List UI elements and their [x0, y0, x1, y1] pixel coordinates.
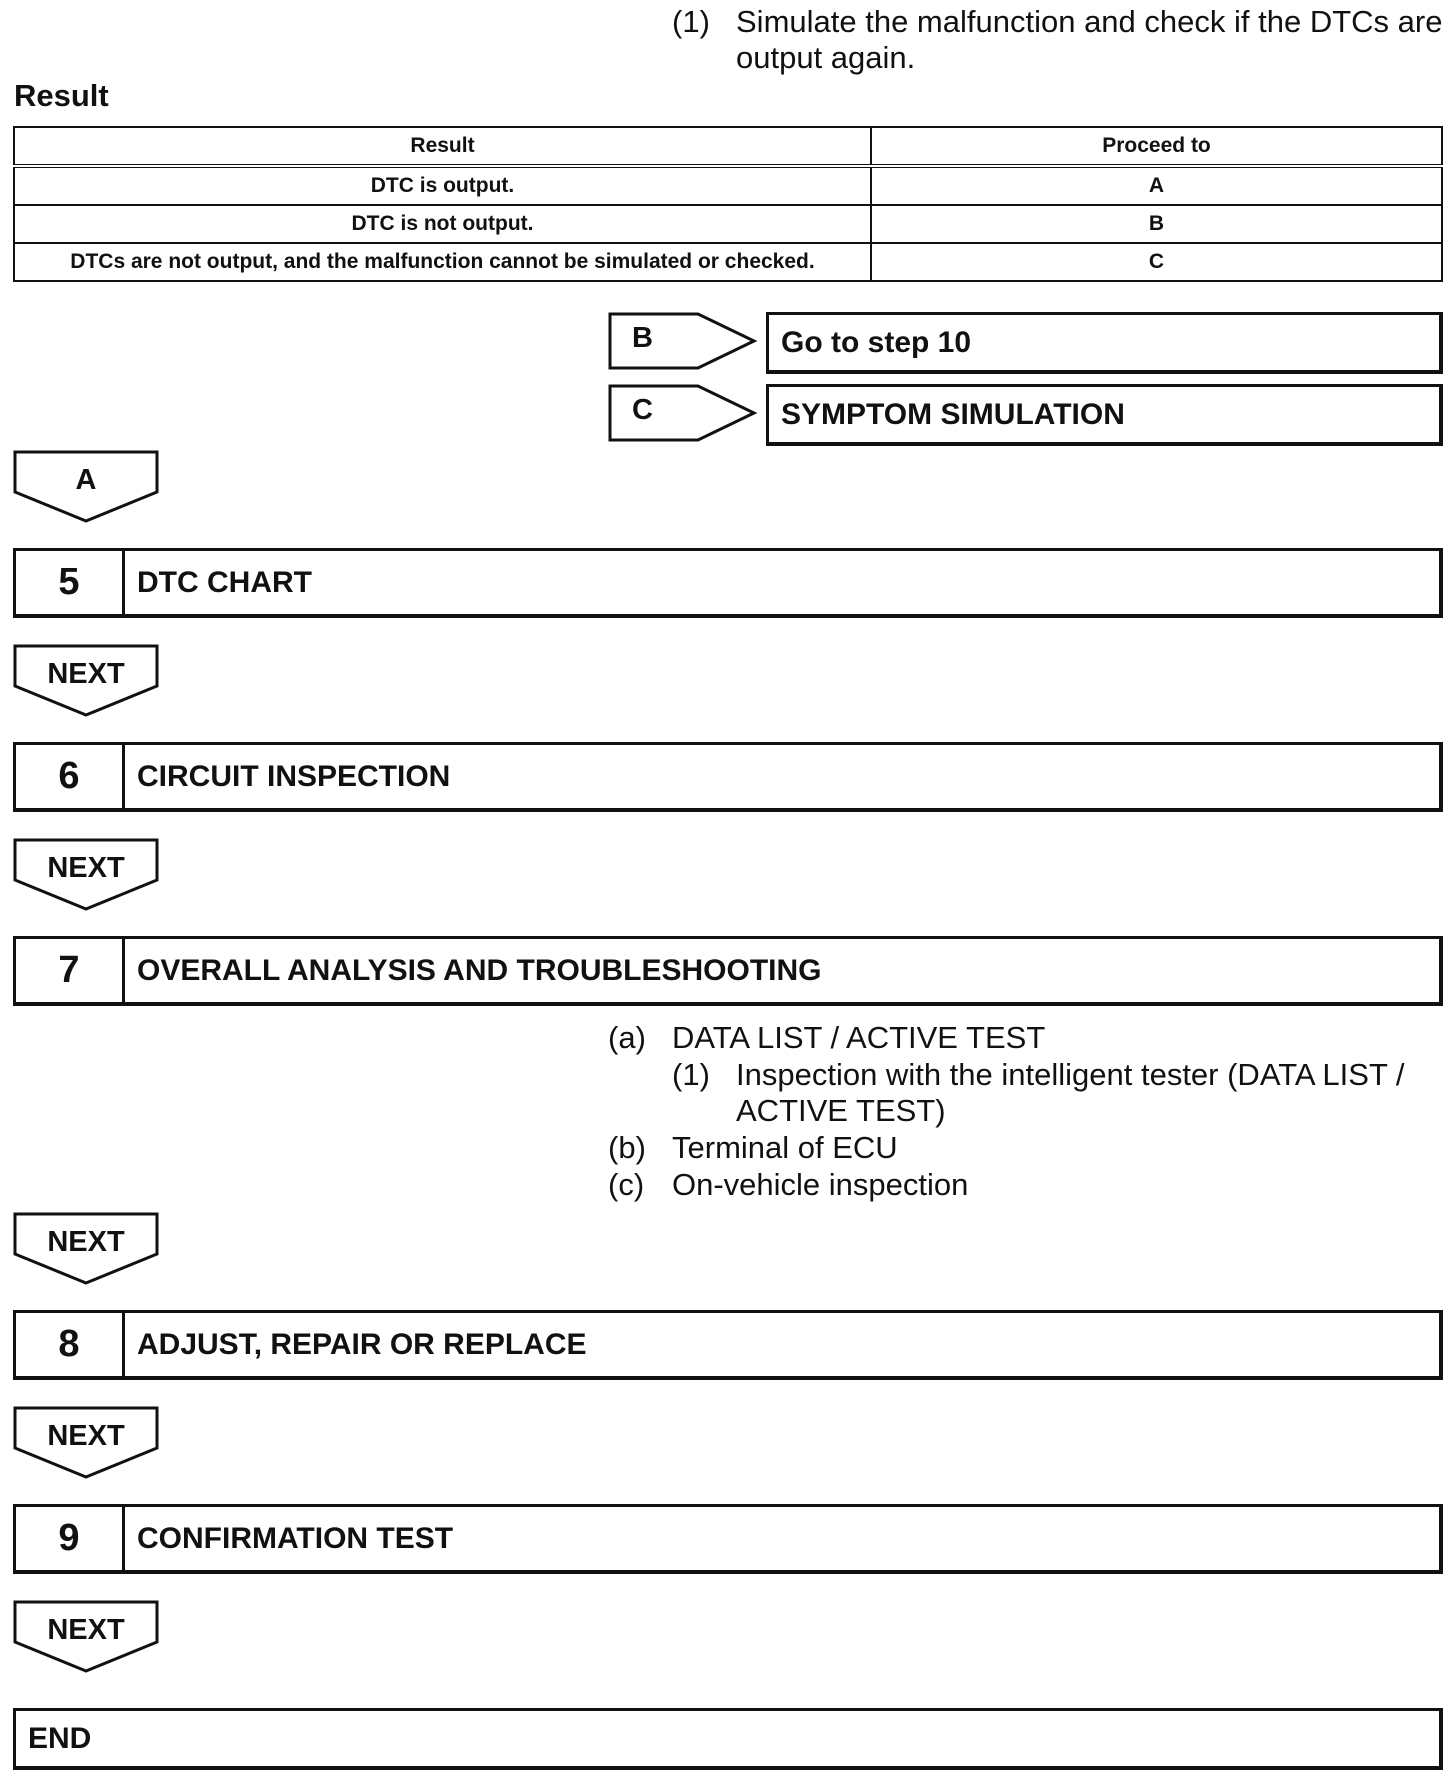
- result-heading: Result: [14, 78, 109, 113]
- branch-b-label: B: [632, 322, 653, 354]
- step-title: CIRCUIT INSPECTION: [137, 759, 451, 793]
- down-arrow-a[interactable]: [13, 450, 159, 524]
- branch-c-target[interactable]: SYMPTOM SIMULATION: [766, 384, 1443, 446]
- table-row: [14, 205, 1442, 243]
- step-number: 8: [16, 1313, 125, 1376]
- branch-c-label: C: [632, 394, 653, 426]
- next-arrow[interactable]: [13, 1600, 159, 1674]
- end-box: END: [13, 1708, 1443, 1770]
- step-9-box: [13, 1504, 1443, 1574]
- right-arrow-icon: [608, 312, 758, 370]
- table-row: [14, 166, 1442, 205]
- step-number: 6: [16, 745, 125, 808]
- next-arrow[interactable]: [13, 1212, 159, 1286]
- table-row: [14, 243, 1442, 281]
- analysis-a1-line-1: Inspection with the intelligent tester (DATA LIST /: [736, 1057, 1405, 1092]
- proceed-cell: B: [871, 205, 1442, 243]
- analysis-a1-num: (1): [672, 1057, 710, 1092]
- arrow-a-label: A: [75, 464, 97, 496]
- step-7-box: [13, 936, 1443, 1006]
- branch-b-target[interactable]: Go to step 10: [766, 312, 1443, 374]
- proceed-cell: A: [871, 166, 1442, 205]
- step-title: DTC CHART: [137, 565, 312, 599]
- result-cell: DTC is not output.: [14, 205, 871, 243]
- intro-line-2: output again.: [736, 40, 916, 75]
- step-8-box: [13, 1310, 1443, 1380]
- step-number: 9: [16, 1507, 125, 1570]
- analysis-a-text: DATA LIST / ACTIVE TEST: [672, 1020, 1046, 1055]
- intro-num: (1): [672, 4, 710, 39]
- step-title: OVERALL ANALYSIS AND TROUBLESHOOTING: [137, 953, 822, 987]
- next-label: NEXT: [47, 852, 125, 884]
- intro-line-1: Simulate the malfunction and check if the DTCs are: [736, 4, 1443, 39]
- next-label: NEXT: [47, 1614, 125, 1646]
- next-label: NEXT: [47, 658, 125, 690]
- analysis-a1-line-2: ACTIVE TEST): [736, 1093, 946, 1128]
- table-header-row: [14, 127, 1442, 166]
- result-cell: DTC is output.: [14, 166, 871, 205]
- proceed-cell: C: [871, 243, 1442, 281]
- analysis-b-text: Terminal of ECU: [672, 1130, 898, 1165]
- step-number: 7: [16, 939, 125, 1002]
- branch-arrow-b[interactable]: [608, 312, 758, 370]
- analysis-c-text: On-vehicle inspection: [672, 1167, 969, 1202]
- next-arrow[interactable]: [13, 838, 159, 912]
- step-title: ADJUST, REPAIR OR REPLACE: [137, 1327, 587, 1361]
- branch-arrow-c[interactable]: [608, 384, 758, 442]
- next-arrow[interactable]: [13, 644, 159, 718]
- result-cell: DTCs are not output, and the malfunction cannot be simulated or checked.: [14, 243, 871, 281]
- step-title: CONFIRMATION TEST: [137, 1521, 454, 1555]
- step-5-box: [13, 548, 1443, 618]
- analysis-b-num: (b): [608, 1130, 646, 1165]
- analysis-a-num: (a): [608, 1020, 646, 1055]
- step-number: 5: [16, 551, 125, 614]
- right-arrow-icon: [608, 384, 758, 442]
- next-arrow[interactable]: [13, 1406, 159, 1480]
- header-result: Result: [14, 127, 871, 166]
- analysis-c-num: (c): [608, 1167, 645, 1202]
- header-proceed-to: Proceed to: [871, 127, 1442, 166]
- next-label: NEXT: [47, 1420, 125, 1452]
- result-table: [13, 126, 1443, 282]
- step-6-box: [13, 742, 1443, 812]
- next-label: NEXT: [47, 1226, 125, 1258]
